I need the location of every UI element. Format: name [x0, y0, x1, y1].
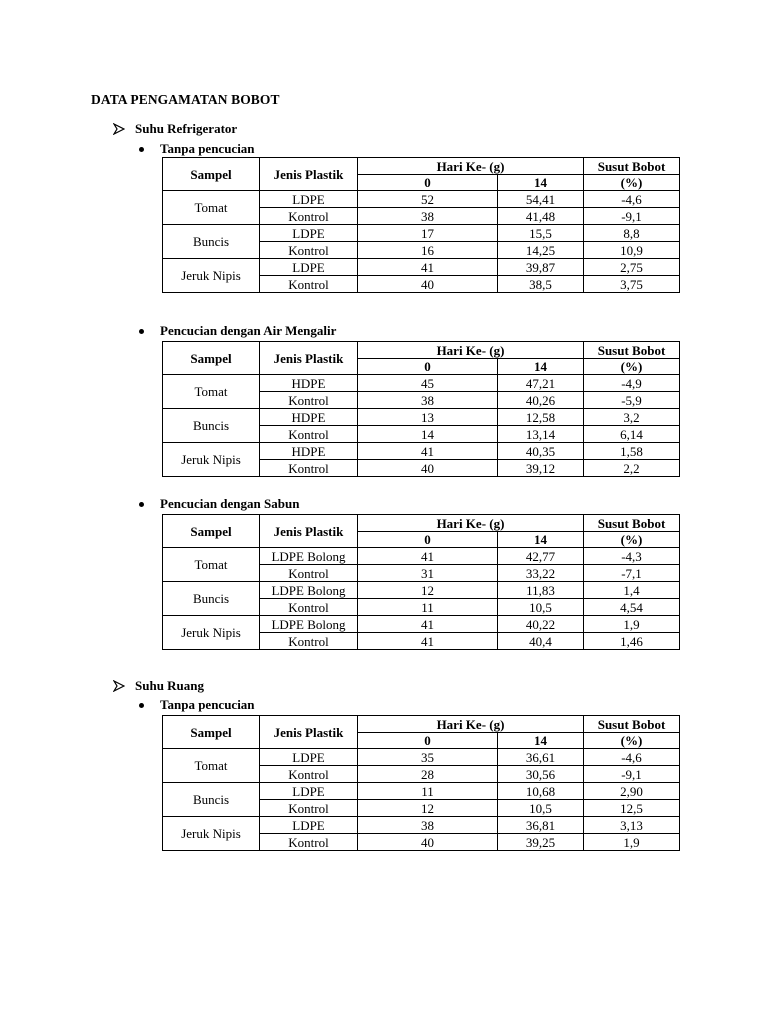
day-14-weight-cell: 40,22 — [498, 616, 584, 633]
day-14-weight-cell: 13,14 — [498, 426, 584, 443]
day-14-weight-cell: 39,12 — [498, 460, 584, 477]
section-heading — [113, 121, 237, 137]
day-14-weight-cell: 14,25 — [498, 242, 584, 259]
page-title: DATA PENGAMATAN BOBOT — [91, 92, 280, 107]
sample-cell: Tomat — [163, 548, 260, 582]
col-header-susut-unit: (%) — [584, 532, 680, 548]
weight-loss-cell: 1,9 — [584, 834, 680, 851]
col-header-day-14: 14 — [498, 359, 584, 375]
plastic-type-cell: LDPE Bolong — [260, 548, 358, 565]
day-14-weight-cell: 39,25 — [498, 834, 584, 851]
data-table — [162, 341, 680, 477]
sample-cell: Buncis — [163, 582, 260, 616]
col-header-day-14: 14 — [498, 733, 584, 749]
day-14-weight-cell: 54,41 — [498, 191, 584, 208]
plastic-type-cell: LDPE — [260, 817, 358, 834]
plastic-type-cell: Kontrol — [260, 276, 358, 293]
col-header-susut-bobot: Susut Bobot — [584, 158, 680, 175]
day-14-weight-cell: 47,21 — [498, 375, 584, 392]
day-14-weight-cell: 10,68 — [498, 783, 584, 800]
subsection-heading-label: Pencucian dengan Air Mengalir — [160, 323, 337, 338]
col-header-day-0: 0 — [358, 733, 498, 749]
day-0-weight-cell: 28 — [358, 766, 498, 783]
weight-loss-cell: -7,1 — [584, 565, 680, 582]
col-header-susut-unit: (%) — [584, 733, 680, 749]
col-header-hari-ke: Hari Ke- (g) — [358, 158, 584, 175]
sample-cell: Buncis — [163, 783, 260, 817]
table-row — [163, 783, 680, 800]
day-14-weight-cell: 33,22 — [498, 565, 584, 582]
data-table — [162, 715, 680, 851]
col-header-day-0: 0 — [358, 175, 498, 191]
table-row — [163, 582, 680, 599]
weight-loss-cell: 12,5 — [584, 800, 680, 817]
col-header-sampel: Sampel — [163, 716, 260, 749]
col-header-susut-unit: (%) — [584, 359, 680, 375]
col-header-hari-ke: Hari Ke- (g) — [358, 515, 584, 532]
sample-cell: Jeruk Nipis — [163, 443, 260, 477]
subsection-heading — [139, 697, 255, 713]
table-row — [163, 409, 680, 426]
plastic-type-cell: LDPE — [260, 259, 358, 276]
col-header-hari-ke: Hari Ke- (g) — [358, 716, 584, 733]
day-14-weight-cell: 10,5 — [498, 800, 584, 817]
sample-cell: Tomat — [163, 749, 260, 783]
day-0-weight-cell: 38 — [358, 817, 498, 834]
table-row — [163, 817, 680, 834]
plastic-type-cell: LDPE Bolong — [260, 616, 358, 633]
col-header-day-14: 14 — [498, 532, 584, 548]
weight-loss-cell: 6,14 — [584, 426, 680, 443]
arrow-bullet-icon — [113, 123, 125, 135]
weight-loss-cell: 1,9 — [584, 616, 680, 633]
sample-cell: Buncis — [163, 409, 260, 443]
table-row — [163, 443, 680, 460]
weight-loss-cell: 4,54 — [584, 599, 680, 616]
col-header-jenis-plastik: Jenis Plastik — [260, 515, 358, 548]
weight-loss-cell: 3,13 — [584, 817, 680, 834]
col-header-sampel: Sampel — [163, 158, 260, 191]
day-14-weight-cell: 36,81 — [498, 817, 584, 834]
day-14-weight-cell: 10,5 — [498, 599, 584, 616]
col-header-jenis-plastik: Jenis Plastik — [260, 342, 358, 375]
weight-loss-cell: 10,9 — [584, 242, 680, 259]
weight-loss-cell: 1,58 — [584, 443, 680, 460]
day-14-weight-cell: 15,5 — [498, 225, 584, 242]
day-14-weight-cell: 30,56 — [498, 766, 584, 783]
day-0-weight-cell: 13 — [358, 409, 498, 426]
day-0-weight-cell: 31 — [358, 565, 498, 582]
day-0-weight-cell: 40 — [358, 460, 498, 477]
arrow-bullet-icon — [113, 680, 125, 692]
plastic-type-cell: HDPE — [260, 375, 358, 392]
table-row — [163, 749, 680, 766]
plastic-type-cell: Kontrol — [260, 766, 358, 783]
col-header-susut-unit: (%) — [584, 175, 680, 191]
weight-loss-cell: 3,75 — [584, 276, 680, 293]
sample-cell: Jeruk Nipis — [163, 616, 260, 650]
day-0-weight-cell: 14 — [358, 426, 498, 443]
weight-loss-cell: 8,8 — [584, 225, 680, 242]
plastic-type-cell: Kontrol — [260, 242, 358, 259]
day-0-weight-cell: 38 — [358, 392, 498, 409]
day-14-weight-cell: 40,4 — [498, 633, 584, 650]
plastic-type-cell: LDPE Bolong — [260, 582, 358, 599]
plastic-type-cell: HDPE — [260, 443, 358, 460]
sample-cell: Buncis — [163, 225, 260, 259]
col-header-day-14: 14 — [498, 175, 584, 191]
subsection-heading-label: Tanpa pencucian — [160, 697, 255, 712]
plastic-type-cell: Kontrol — [260, 426, 358, 443]
section-heading-label: Suhu Ruang — [135, 678, 205, 693]
section-heading-label: Suhu Refrigerator — [135, 121, 238, 136]
day-14-weight-cell: 41,48 — [498, 208, 584, 225]
bullet-dot-icon — [139, 147, 144, 152]
bullet-dot-icon — [139, 502, 144, 507]
day-0-weight-cell: 52 — [358, 191, 498, 208]
data-table — [162, 514, 680, 650]
subsection-heading — [139, 141, 255, 157]
plastic-type-cell: Kontrol — [260, 599, 358, 616]
col-header-day-0: 0 — [358, 359, 498, 375]
table-row — [163, 548, 680, 565]
weight-loss-cell: 1,46 — [584, 633, 680, 650]
sample-cell: Jeruk Nipis — [163, 259, 260, 293]
col-header-sampel: Sampel — [163, 515, 260, 548]
plastic-type-cell: Kontrol — [260, 208, 358, 225]
plastic-type-cell: LDPE — [260, 225, 358, 242]
day-0-weight-cell: 40 — [358, 276, 498, 293]
plastic-type-cell: Kontrol — [260, 834, 358, 851]
plastic-type-cell: Kontrol — [260, 633, 358, 650]
col-header-susut-bobot: Susut Bobot — [584, 342, 680, 359]
sample-cell: Tomat — [163, 375, 260, 409]
day-14-weight-cell: 12,58 — [498, 409, 584, 426]
subsection-heading-label: Tanpa pencucian — [160, 141, 255, 156]
col-header-day-0: 0 — [358, 532, 498, 548]
table-row — [163, 616, 680, 633]
plastic-type-cell: LDPE — [260, 191, 358, 208]
day-0-weight-cell: 16 — [358, 242, 498, 259]
bullet-dot-icon — [139, 703, 144, 708]
day-0-weight-cell: 41 — [358, 443, 498, 460]
day-0-weight-cell: 12 — [358, 582, 498, 599]
plastic-type-cell: HDPE — [260, 409, 358, 426]
data-table — [162, 157, 680, 293]
day-0-weight-cell: 41 — [358, 633, 498, 650]
table-row — [163, 375, 680, 392]
day-0-weight-cell: 17 — [358, 225, 498, 242]
day-0-weight-cell: 11 — [358, 599, 498, 616]
sample-cell: Tomat — [163, 191, 260, 225]
day-14-weight-cell: 42,77 — [498, 548, 584, 565]
day-14-weight-cell: 39,87 — [498, 259, 584, 276]
day-0-weight-cell: 45 — [358, 375, 498, 392]
col-header-sampel: Sampel — [163, 342, 260, 375]
day-14-weight-cell: 40,35 — [498, 443, 584, 460]
col-header-susut-bobot: Susut Bobot — [584, 716, 680, 733]
table-row — [163, 191, 680, 208]
day-14-weight-cell: 38,5 — [498, 276, 584, 293]
plastic-type-cell: Kontrol — [260, 565, 358, 582]
day-14-weight-cell: 36,61 — [498, 749, 584, 766]
weight-loss-cell: 2,2 — [584, 460, 680, 477]
plastic-type-cell: Kontrol — [260, 392, 358, 409]
table-row — [163, 225, 680, 242]
bullet-dot-icon — [139, 329, 144, 334]
day-14-weight-cell: 40,26 — [498, 392, 584, 409]
plastic-type-cell: Kontrol — [260, 800, 358, 817]
subsection-heading — [139, 323, 336, 339]
sample-cell: Jeruk Nipis — [163, 817, 260, 851]
day-0-weight-cell: 38 — [358, 208, 498, 225]
weight-loss-cell: -4,6 — [584, 191, 680, 208]
weight-loss-cell: 3,2 — [584, 409, 680, 426]
subsection-heading-label: Pencucian dengan Sabun — [160, 496, 300, 511]
col-header-jenis-plastik: Jenis Plastik — [260, 158, 358, 191]
plastic-type-cell: Kontrol — [260, 460, 358, 477]
weight-loss-cell: -4,9 — [584, 375, 680, 392]
weight-loss-cell: -9,1 — [584, 766, 680, 783]
subsection-heading — [139, 496, 299, 512]
weight-loss-cell: -9,1 — [584, 208, 680, 225]
weight-loss-cell: 2,75 — [584, 259, 680, 276]
section-heading — [113, 678, 204, 694]
day-0-weight-cell: 11 — [358, 783, 498, 800]
day-0-weight-cell: 40 — [358, 834, 498, 851]
day-14-weight-cell: 11,83 — [498, 582, 584, 599]
plastic-type-cell: LDPE — [260, 749, 358, 766]
table-row — [163, 259, 680, 276]
weight-loss-cell: 2,90 — [584, 783, 680, 800]
weight-loss-cell: -4,6 — [584, 749, 680, 766]
plastic-type-cell: LDPE — [260, 783, 358, 800]
day-0-weight-cell: 41 — [358, 548, 498, 565]
weight-loss-cell: -5,9 — [584, 392, 680, 409]
weight-loss-cell: 1,4 — [584, 582, 680, 599]
day-0-weight-cell: 12 — [358, 800, 498, 817]
day-0-weight-cell: 35 — [358, 749, 498, 766]
weight-loss-cell: -4,3 — [584, 548, 680, 565]
col-header-hari-ke: Hari Ke- (g) — [358, 342, 584, 359]
day-0-weight-cell: 41 — [358, 259, 498, 276]
day-0-weight-cell: 41 — [358, 616, 498, 633]
col-header-jenis-plastik: Jenis Plastik — [260, 716, 358, 749]
col-header-susut-bobot: Susut Bobot — [584, 515, 680, 532]
